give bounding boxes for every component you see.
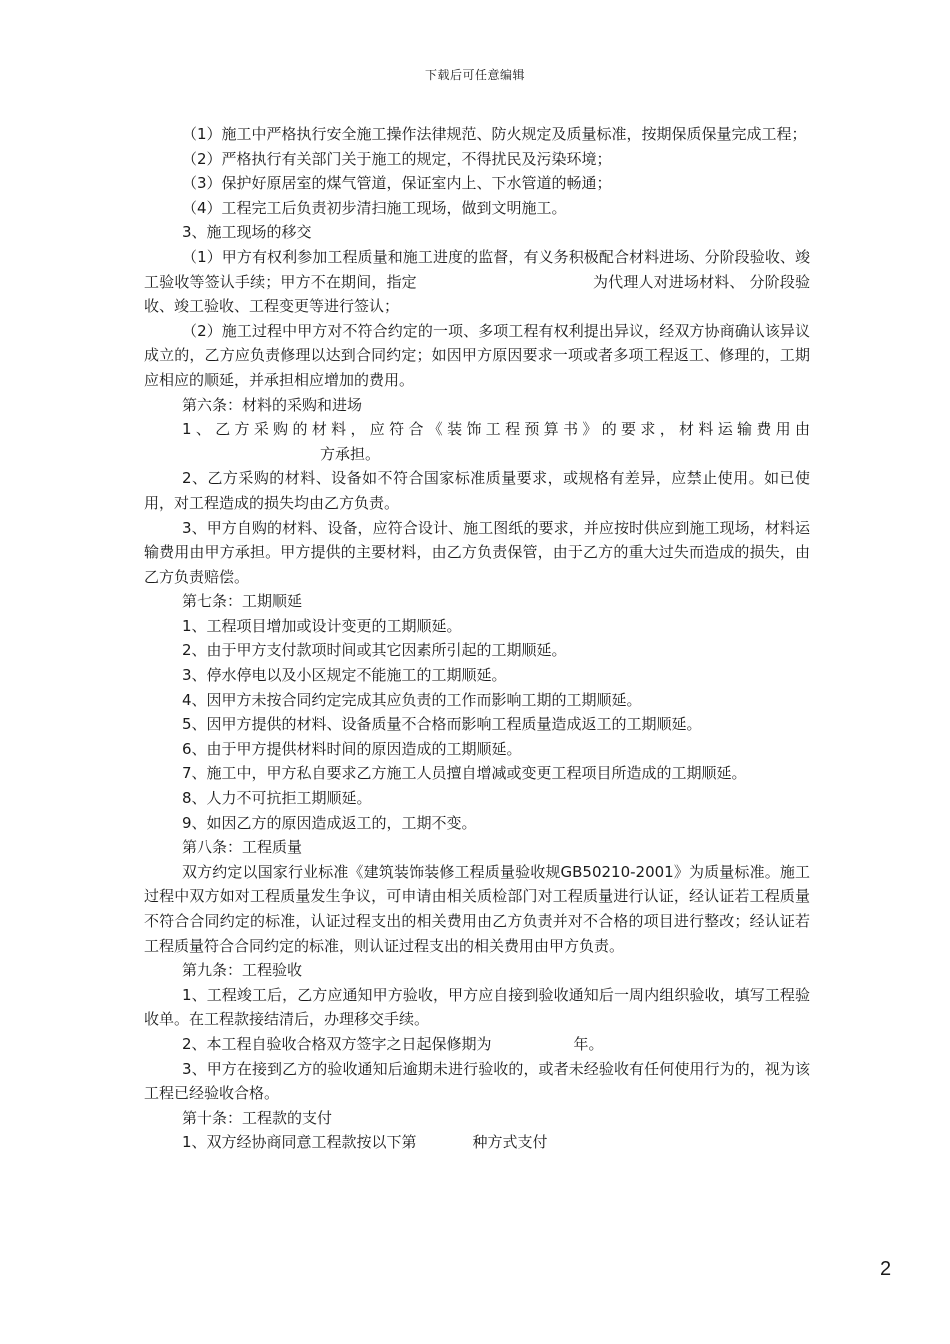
- paragraph: （3）保护好原居室的煤气管道，保证室内上、下水管道的畅通；: [182, 174, 612, 193]
- paragraph: [144, 417, 810, 466]
- article-heading: 第七条：工期顺延: [182, 592, 303, 611]
- paragraph: （2）严格执行有关部门关于施工的规定，不得扰民及污染环境；: [182, 149, 612, 168]
- paragraph: 双方约定以国家行业标准《建筑装饰装修工程质量验收规GB50210-2001》为质量标准。施工过程中双方如对工程质量发生争议，可申请由相关质检部门对工程质量进行认证，经认证若工程质量不符合合同约定的标准，认证过程支出的相关费用由乙方负责并对不合格的项目进行整改；经认证若工程质量符合合同约定的标准，则认证过程支出的相关费用由甲方负责。: [144, 862, 810, 955]
- paragraph: [144, 1130, 810, 1155]
- paragraph: 3、甲方自购的材料、设备，应符合设计、施工图纸的要求，并应按时供应到施工现场，材料运输费用由甲方承担。甲方提供的主要材料，由乙方负责保管，由于乙方的重大过失而造成的损失，由乙方负责赔偿。: [144, 518, 810, 586]
- list-item: 6、由于甲方提供材料时间的原因造成的工期顺延。: [182, 739, 522, 758]
- paragraph: [144, 1032, 810, 1057]
- header-note: 下载后可任意编辑: [424, 68, 525, 82]
- article-heading: 第九条：工程验收: [182, 961, 303, 980]
- paragraph: 2、乙方采购的材料、设备如不符合国家标准质量要求，或规格有差异，应禁止使用。如已使用，对工程造成的损失均由乙方负责。: [144, 469, 810, 512]
- list-item: 8、人力不可抗拒工期顺延。: [182, 789, 372, 808]
- paragraph-text: 2、本工程自验收合格双方签字之日起保修期为: [182, 1034, 492, 1053]
- list-item: 4、因甲方未按合同约定完成其应负责的工作而影响工期的工期顺延。: [182, 690, 642, 709]
- paragraph-text: 种方式支付: [472, 1133, 548, 1152]
- list-item: 3、停水停电以及小区规定不能施工的工期顺延。: [182, 666, 507, 685]
- paragraph-text: 为代理人对进场材料、 分阶段验收、竣工验收、工程变更等进行签认；: [144, 272, 810, 316]
- paragraph: （2）施工过程中甲方对不符合约定的一项、多项工程有权利提出异议，经双方协商确认该异议成立的，乙方应负责修理以达到合同约定；如因甲方原因要求一项或者多项工程返工、修理的，工期应相应的顺延，并承担相应增加的费用。: [144, 321, 810, 389]
- article-heading: 第八条：工程质量: [182, 838, 303, 857]
- paragraph-text: 1、乙方采购的材料，应符合《装饰工程预算书》的要求，材料运输费用由: [182, 420, 810, 439]
- paragraph-text: （1）甲方有权利参加工程质量和施工进度的监督，有义务积极配合材料进场、分阶段验收、竣工验收等签认手续；甲方不在期间，指定: [144, 247, 810, 291]
- paragraph-text: 年。: [573, 1034, 604, 1053]
- list-item: 9、如因乙方的原因造成返工的，工期不变。: [182, 813, 477, 832]
- paragraph: （1）施工中严格执行安全施工操作法律规范、防火规定及质量标准，按期保质保量完成工程；: [182, 125, 807, 143]
- list-item: 2、由于甲方支付款项时间或其它因素所引起的工期顺延。: [182, 641, 567, 660]
- page-number: 2: [880, 1258, 892, 1280]
- document-body: [144, 122, 810, 1155]
- paragraph: [144, 245, 810, 319]
- paragraph: 1、工程竣工后，乙方应通知甲方验收，甲方应自接到验收通知后一周内组织验收，填写工程验收单。在工程款接结清后，办理移交手续。: [144, 985, 810, 1029]
- section-heading: 3、施工现场的移交: [182, 223, 312, 242]
- paragraph-text: 1、双方经协商同意工程款按以下第: [182, 1133, 417, 1152]
- paragraph: 3、甲方在接到乙方的验收通知后逾期未进行验收的，或者未经验收有任何使用行为的，视为该工程已经验收合格。: [144, 1059, 810, 1103]
- article-heading: 第十条：工程款的支付: [182, 1108, 333, 1127]
- paragraph-text: 方承担。: [320, 444, 381, 463]
- paragraph: （4）工程完工后负责初步清扫施工现场，做到文明施工。: [182, 198, 567, 217]
- list-item: 7、施工中，甲方私自要求乙方施工人员擅自增减或变更工程项目所造成的工期顺延。: [182, 764, 747, 783]
- article-heading: 第六条：材料的采购和进场: [182, 395, 363, 414]
- list-item: 5、因甲方提供的材料、设备质量不合格而影响工程质量造成返工的工期顺延。: [182, 715, 702, 734]
- list-item: 1、工程项目增加或设计变更的工期顺延。: [182, 616, 462, 635]
